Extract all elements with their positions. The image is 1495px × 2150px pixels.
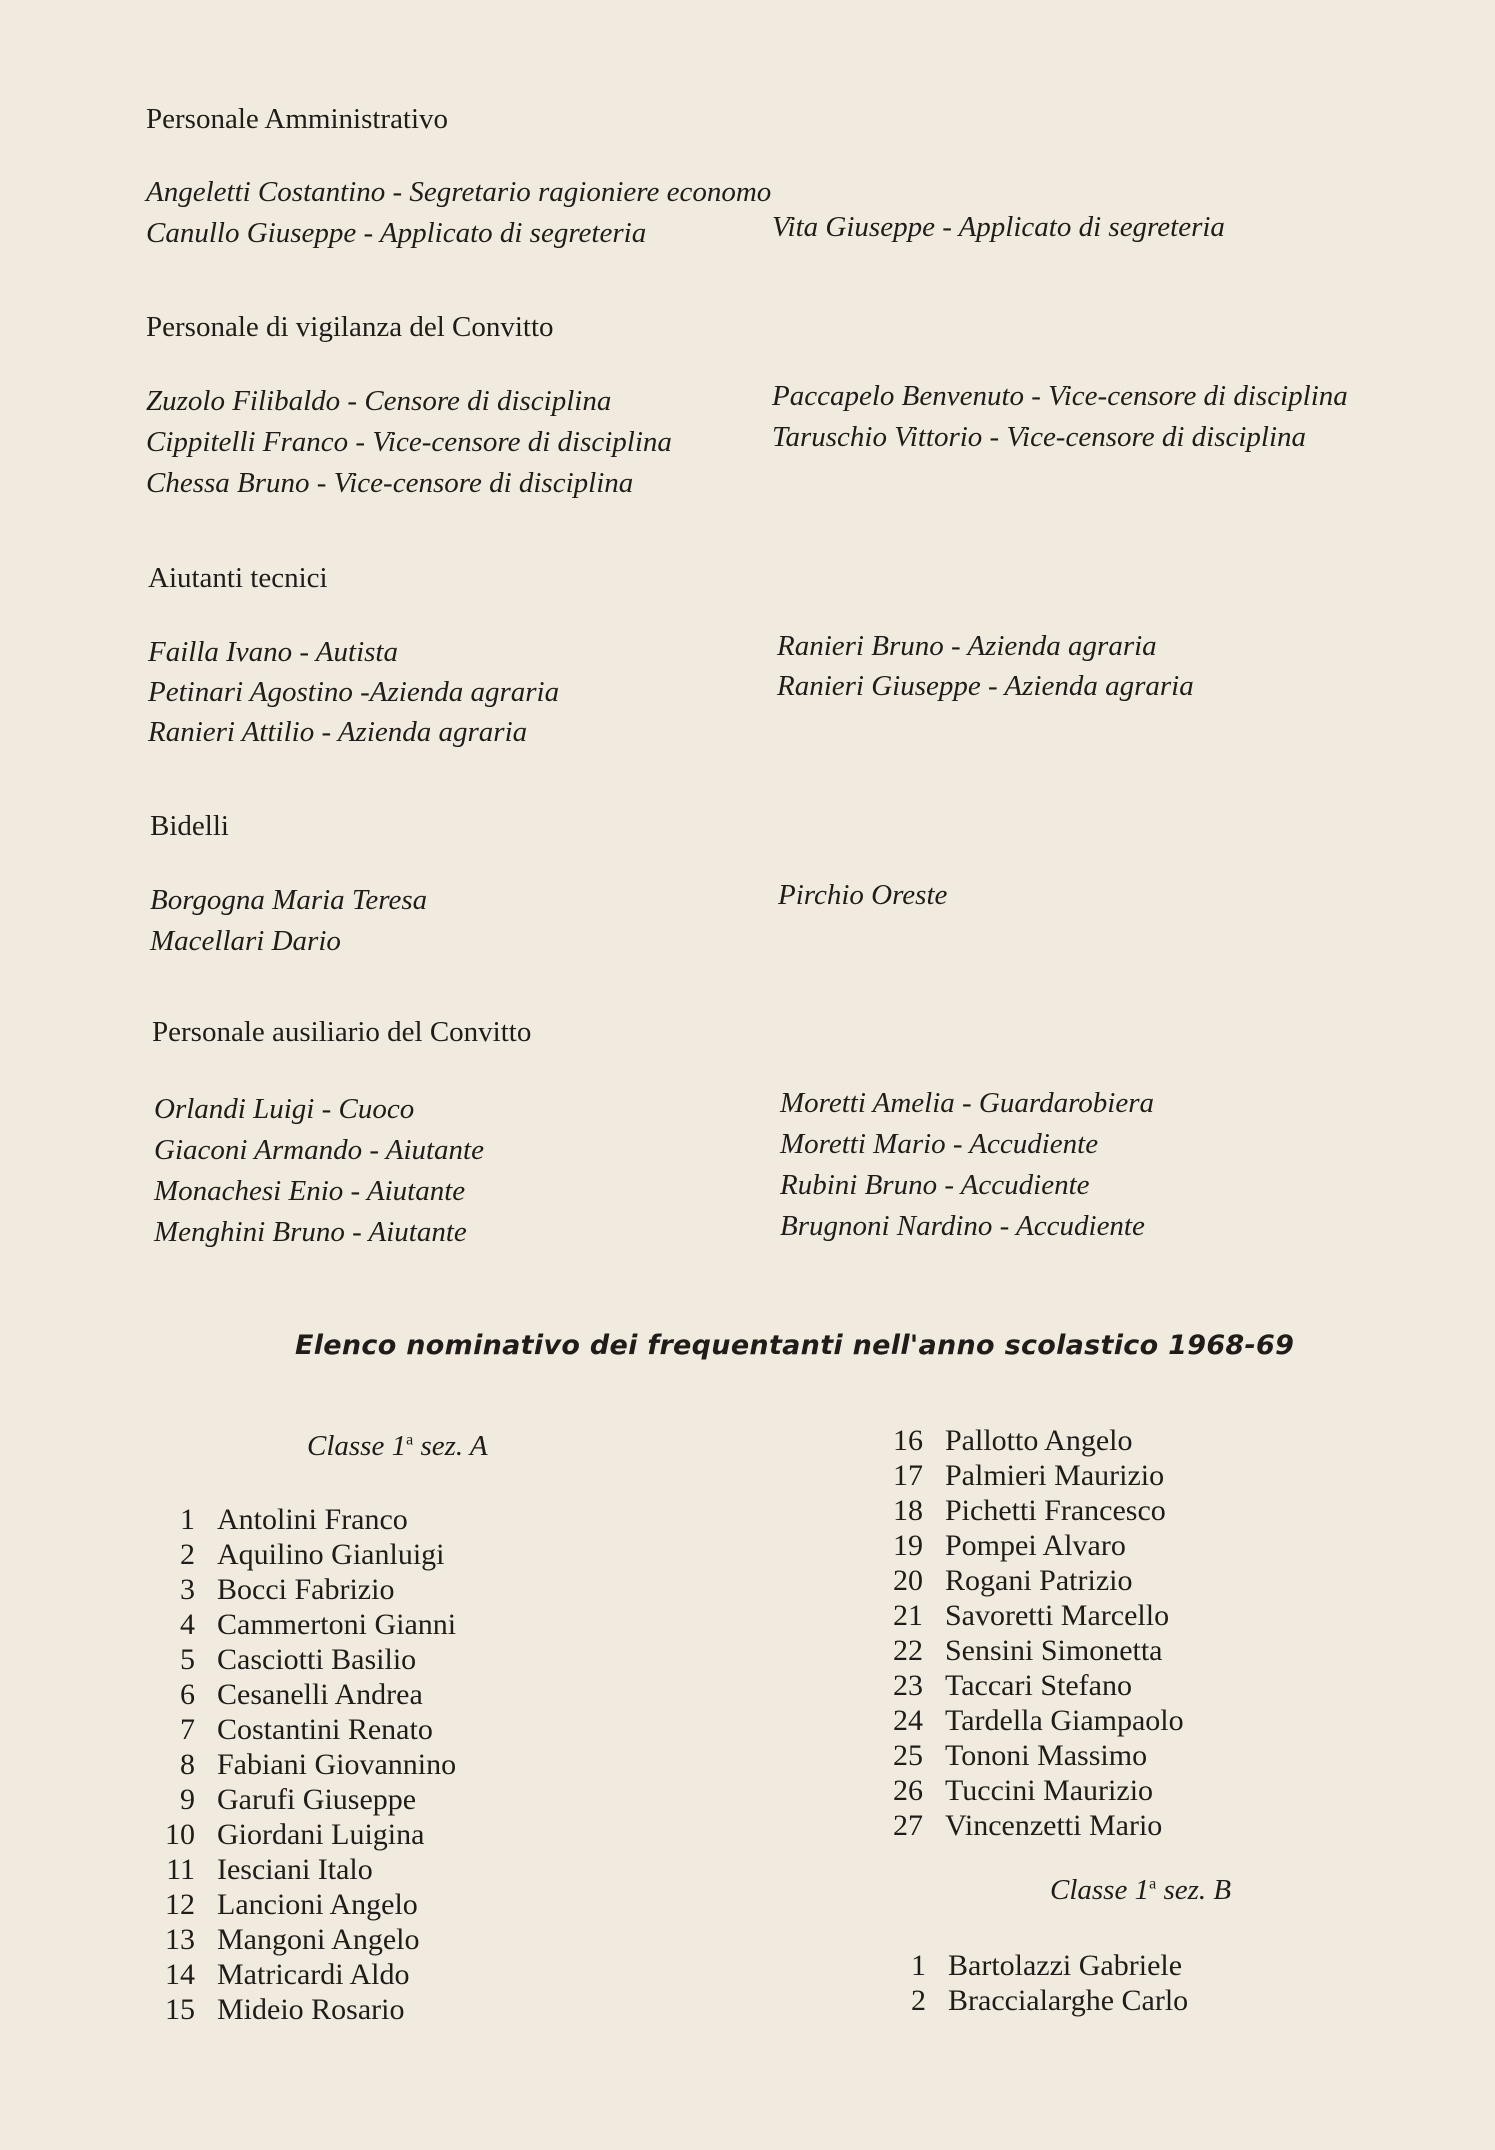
- list-item: [145, 1887, 456, 1922]
- student-name: Vincenzetti Mario: [945, 1809, 1163, 1842]
- staff-line: Paccapelo Benvenuto - Vice-censore di disciplina: [772, 380, 1348, 412]
- student-number: 5: [180, 1643, 195, 1676]
- staff-line: Moretti Amelia - Guardarobiera: [780, 1087, 1155, 1119]
- student-number: 2: [911, 1984, 926, 2017]
- student-number: 26: [893, 1774, 923, 1807]
- student-number: 11: [166, 1853, 195, 1886]
- student-number: 9: [180, 1783, 195, 1816]
- staff-line: Failla Ivano - Autista: [148, 636, 398, 668]
- student-number: 1: [911, 1949, 926, 1982]
- student-number: 2: [180, 1538, 195, 1571]
- list-item: [145, 1852, 456, 1887]
- class-b-section: sez. B: [1163, 1874, 1232, 1906]
- staff-line: Ranieri Giuseppe - Azienda agraria: [777, 670, 1194, 702]
- student-name: Rogani Patrizio: [945, 1564, 1133, 1597]
- student-number: 3: [180, 1573, 195, 1606]
- list-item: [873, 1808, 1184, 1843]
- staff-line: Petinari Agostino -Azienda agraria: [148, 676, 560, 708]
- student-name: Matricardi Aldo: [217, 1958, 410, 1991]
- staff-line: Ranieri Attilio - Azienda agraria: [148, 716, 528, 748]
- student-name: Fabiani Giovannino: [217, 1748, 457, 1781]
- student-name: Palmieri Maurizio: [945, 1459, 1165, 1492]
- list-item: [873, 1563, 1184, 1598]
- class-a-list-left: [145, 1502, 456, 2027]
- list-item: [876, 1983, 1188, 2018]
- student-number: 8: [180, 1748, 195, 1781]
- staff-line: Macellari Dario: [150, 925, 341, 957]
- student-number: 6: [180, 1678, 195, 1711]
- student-number: 23: [893, 1669, 923, 1702]
- student-name: Casciotti Basilio: [217, 1643, 417, 1676]
- student-number: 14: [165, 1958, 195, 1991]
- list-item: [145, 1817, 456, 1852]
- class-a-heading: [307, 1430, 488, 1463]
- student-number: 24: [893, 1704, 923, 1737]
- student-name: Mideio Rosario: [217, 1993, 405, 2026]
- list-item: [145, 1502, 456, 1537]
- student-name: Mangoni Angelo: [217, 1923, 420, 1956]
- list-item: [145, 1677, 456, 1712]
- student-name: Braccialarghe Carlo: [948, 1984, 1189, 2017]
- class-a-section: sez. A: [420, 1430, 488, 1462]
- list-item: [873, 1633, 1184, 1668]
- student-name: Bartolazzi Gabriele: [948, 1949, 1183, 1982]
- roster-title: Elenco nominativo dei frequentanti nell'anno scolastico 1968-69: [295, 1330, 1295, 1361]
- list-item: [873, 1423, 1184, 1458]
- staff-line: Orlandi Luigi - Cuoco: [154, 1093, 415, 1125]
- class-b-heading: [1050, 1874, 1231, 1907]
- staff-line: Monachesi Enio - Aiutante: [154, 1175, 466, 1207]
- student-name: Bocci Fabrizio: [217, 1573, 395, 1606]
- student-name: Cammertoni Gianni: [217, 1608, 457, 1641]
- list-item: [873, 1458, 1184, 1493]
- student-number: 25: [893, 1739, 923, 1772]
- student-name: Garufi Giuseppe: [217, 1783, 417, 1816]
- student-name: Pichetti Francesco: [945, 1494, 1166, 1527]
- list-item: [876, 1948, 1188, 1983]
- list-item: [145, 1607, 456, 1642]
- student-name: Cesanelli Andrea: [217, 1678, 423, 1711]
- staff-line: Zuzolo Filibaldo - Censore di disciplina: [146, 385, 612, 417]
- list-item: [873, 1528, 1184, 1563]
- list-item: [145, 1782, 456, 1817]
- staff-line: Giaconi Armando - Aiutante: [154, 1134, 484, 1166]
- list-item: [145, 1747, 456, 1782]
- list-item: [873, 1668, 1184, 1703]
- list-item: [145, 1922, 456, 1957]
- staff-line: Cippitelli Franco - Vice-censore di disciplina: [146, 426, 672, 458]
- list-item: [145, 1572, 456, 1607]
- student-number: 21: [893, 1599, 923, 1632]
- student-number: 17: [893, 1459, 923, 1492]
- staff-line: Pirchio Oreste: [778, 879, 948, 911]
- list-item: [145, 1957, 456, 1992]
- list-item: [145, 1992, 456, 2027]
- student-name: Pompei Alvaro: [945, 1529, 1126, 1562]
- student-number: 12: [165, 1888, 195, 1921]
- class-a-label: Classe 1: [307, 1430, 407, 1462]
- student-name: Costantini Renato: [217, 1713, 433, 1746]
- staff-line: Borgogna Maria Teresa: [150, 884, 428, 916]
- class-b-label: Classe 1: [1050, 1874, 1150, 1906]
- student-name: Giordani Luigina: [217, 1818, 425, 1851]
- student-name: Sensini Simonetta: [945, 1634, 1163, 1667]
- student-number: 27: [893, 1809, 923, 1842]
- student-number: 19: [893, 1529, 923, 1562]
- student-number: 1: [180, 1503, 195, 1536]
- student-number: 15: [165, 1993, 195, 2026]
- staff-line: Brugnoni Nardino - Accudiente: [780, 1210, 1145, 1242]
- student-name: Tardella Giampaolo: [945, 1704, 1184, 1737]
- student-number: 7: [180, 1713, 195, 1746]
- class-a-list-right: [873, 1423, 1184, 1843]
- student-number: 4: [180, 1608, 195, 1641]
- section-heading-vigilanza: Personale di vigilanza del Convitto: [146, 311, 554, 343]
- student-number: 10: [165, 1818, 195, 1851]
- student-name: Antolini Franco: [217, 1503, 408, 1536]
- staff-line: Angeletti Costantino - Segretario ragioniere economo: [146, 176, 772, 208]
- class-b-list: [876, 1948, 1188, 2018]
- student-number: 20: [893, 1564, 923, 1597]
- list-item: [873, 1703, 1184, 1738]
- list-item: [145, 1712, 456, 1747]
- student-number: 13: [165, 1923, 195, 1956]
- staff-line: Rubini Bruno - Accudiente: [780, 1169, 1090, 1201]
- section-heading-tecnici: Aiutanti tecnici: [148, 562, 328, 594]
- student-name: Lancioni Angelo: [217, 1888, 418, 1921]
- list-item: [145, 1537, 456, 1572]
- staff-line: Menghini Bruno - Aiutante: [154, 1216, 467, 1248]
- staff-line: Vita Giuseppe - Applicato di segreteria: [772, 211, 1225, 243]
- list-item: [873, 1773, 1184, 1808]
- staff-line: Taruschio Vittorio - Vice-censore di disciplina: [772, 421, 1307, 453]
- section-heading-amministrativo: Personale Amministrativo: [146, 103, 449, 135]
- student-number: 18: [893, 1494, 923, 1527]
- list-item: [873, 1738, 1184, 1773]
- student-name: Iesciani Italo: [217, 1853, 373, 1886]
- list-item: [873, 1493, 1184, 1528]
- student-name: Tononi Massimo: [945, 1739, 1148, 1772]
- staff-line: Chessa Bruno - Vice-censore di disciplina: [146, 467, 634, 499]
- list-item: [873, 1598, 1184, 1633]
- student-number: 16: [893, 1424, 923, 1457]
- section-heading-bidelli: Bidelli: [150, 810, 229, 842]
- student-name: Aquilino Gianluigi: [217, 1538, 445, 1571]
- student-name: Savoretti Marcello: [945, 1599, 1170, 1632]
- class-a-ordinal: a: [406, 1431, 414, 1449]
- list-item: [145, 1642, 456, 1677]
- class-b-ordinal: a: [1149, 1875, 1157, 1893]
- staff-line: Moretti Mario - Accudiente: [780, 1128, 1099, 1160]
- section-heading-ausiliario: Personale ausiliario del Convitto: [152, 1016, 532, 1048]
- student-number: 22: [893, 1634, 923, 1667]
- student-name: Pallotto Angelo: [945, 1424, 1133, 1457]
- staff-line: Ranieri Bruno - Azienda agraria: [777, 630, 1157, 662]
- student-name: Tuccini Maurizio: [945, 1774, 1154, 1807]
- staff-line: Canullo Giuseppe - Applicato di segreteria: [146, 217, 647, 249]
- student-name: Taccari Stefano: [945, 1669, 1132, 1702]
